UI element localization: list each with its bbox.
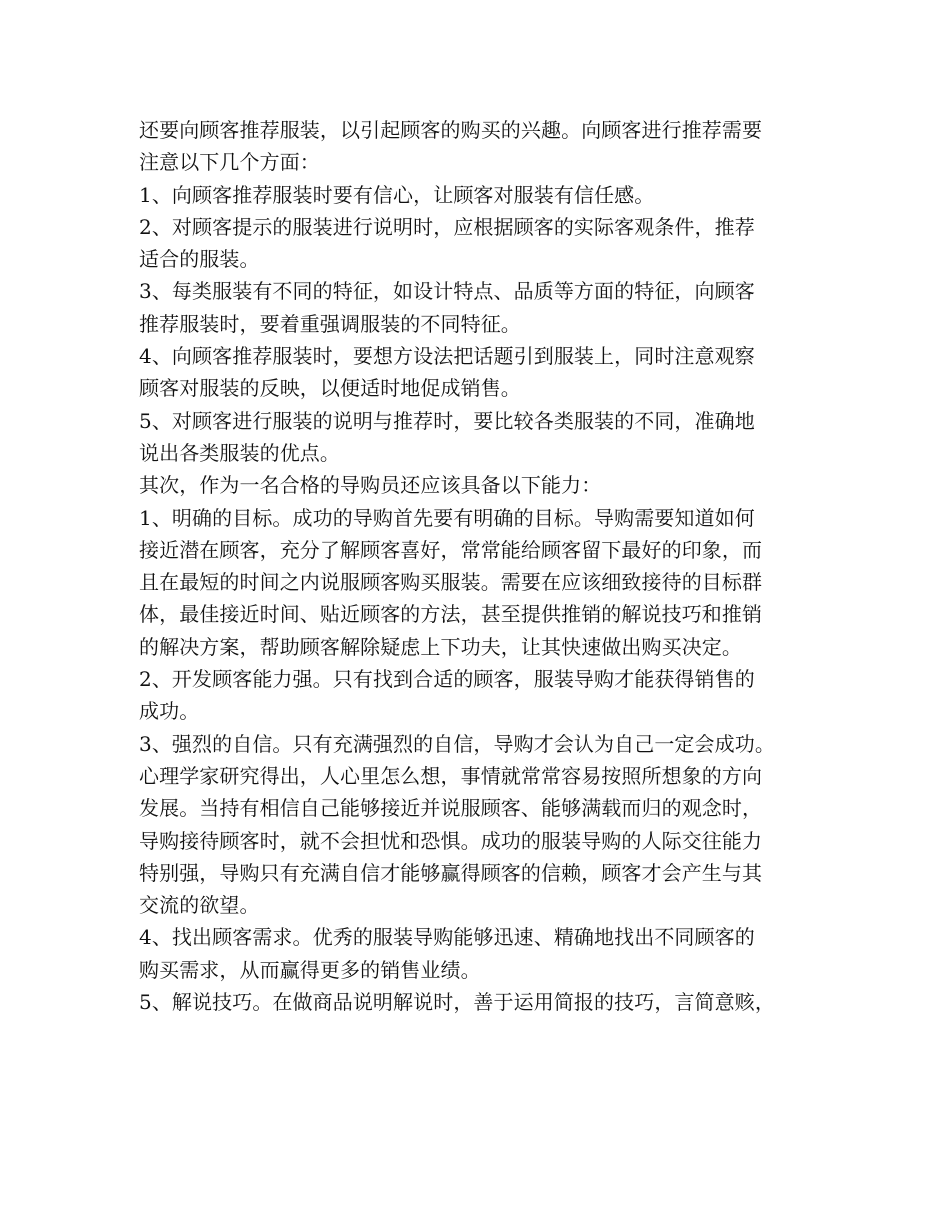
text-line: 的解决方案，帮助顾客解除疑虑上下功夫，让其快速做出购买决定。	[139, 634, 742, 659]
text-line: 还要向顾客推荐服装，以引起顾客的购买的兴趣。向顾客进行推荐需要	[139, 118, 763, 142]
text-line: 体，最佳接近时间、贴近顾客的方法，甚至提供推销的解说技巧和推销	[139, 602, 763, 627]
text-line: 购买需求，从而赢得更多的销售业绩。	[139, 957, 481, 982]
text-line: 4、向顾客推荐服装时，要想方设法把话题引到服装上，同时注意观察	[139, 344, 755, 369]
text-line: 2、对顾客提示的服装进行说明时，应根据顾客的实际客观条件，推荐	[139, 214, 755, 239]
text-line: 5、解说技巧。在做商品说明解说时，善于运用简报的技巧，言简意赅，	[139, 990, 775, 1015]
text-line: 其次，作为一名合格的导购员还应该具备以下能力：	[139, 473, 602, 498]
text-line: 5、对顾客进行服装的说明与推荐时，要比较各类服装的不同，准确地	[139, 408, 755, 433]
text-line: 特别强，导购只有充满自信才能够赢得顾客的信赖，顾客才会产生与其	[139, 860, 763, 885]
text-line: 推荐服装时，要着重强调服装的不同特征。	[139, 311, 521, 336]
text-line: 1、向顾客推荐服装时要有信心，让顾客对服装有信任感。	[139, 182, 655, 207]
text-line: 1、明确的目标。成功的导购首先要有明确的目标。导购需要知道如何	[139, 505, 755, 530]
text-line: 注意以下几个方面：	[139, 150, 320, 175]
text-line: 4、找出顾客需求。优秀的服装导购能够迅速、精确地找出不同顾客的	[139, 925, 755, 950]
document-body	[139, 114, 819, 1018]
text-line: 2、开发顾客能力强。只有找到合适的顾客，服装导购才能获得销售的	[139, 667, 755, 692]
text-line: 3、每类服装有不同的特征，如设计特点、品质等方面的特征，向顾客	[139, 279, 755, 304]
text-line: 心理学家研究得出，人心里怎么想，事情就常常容易按照所想象的方向	[139, 763, 763, 788]
text-line: 说出各类服装的优点。	[139, 440, 340, 465]
text-line: 导购接待顾客时，就不会担忧和恐惧。成功的服装导购的人际交往能力	[139, 828, 763, 853]
text-line: 成功。	[139, 699, 200, 724]
text-line: 适合的服装。	[139, 247, 260, 272]
text-line: 发展。当持有相信自己能够接近并说服顾客、能够满载而归的观念时，	[139, 796, 763, 821]
text-line: 且在最短的时间之内说服顾客购买服装。需要在应该细致接待的目标群	[139, 570, 763, 595]
text-line: 交流的欲望。	[139, 893, 260, 918]
text-line: 3、强烈的自信。只有充满强烈的自信，导购才会认为自己一定会成功。	[139, 731, 775, 756]
text-line: 接近潜在顾客，充分了解顾客喜好，常常能给顾客留下最好的印象，而	[139, 537, 763, 562]
text-line: 顾客对服装的反映，以便适时地促成销售。	[139, 376, 521, 401]
